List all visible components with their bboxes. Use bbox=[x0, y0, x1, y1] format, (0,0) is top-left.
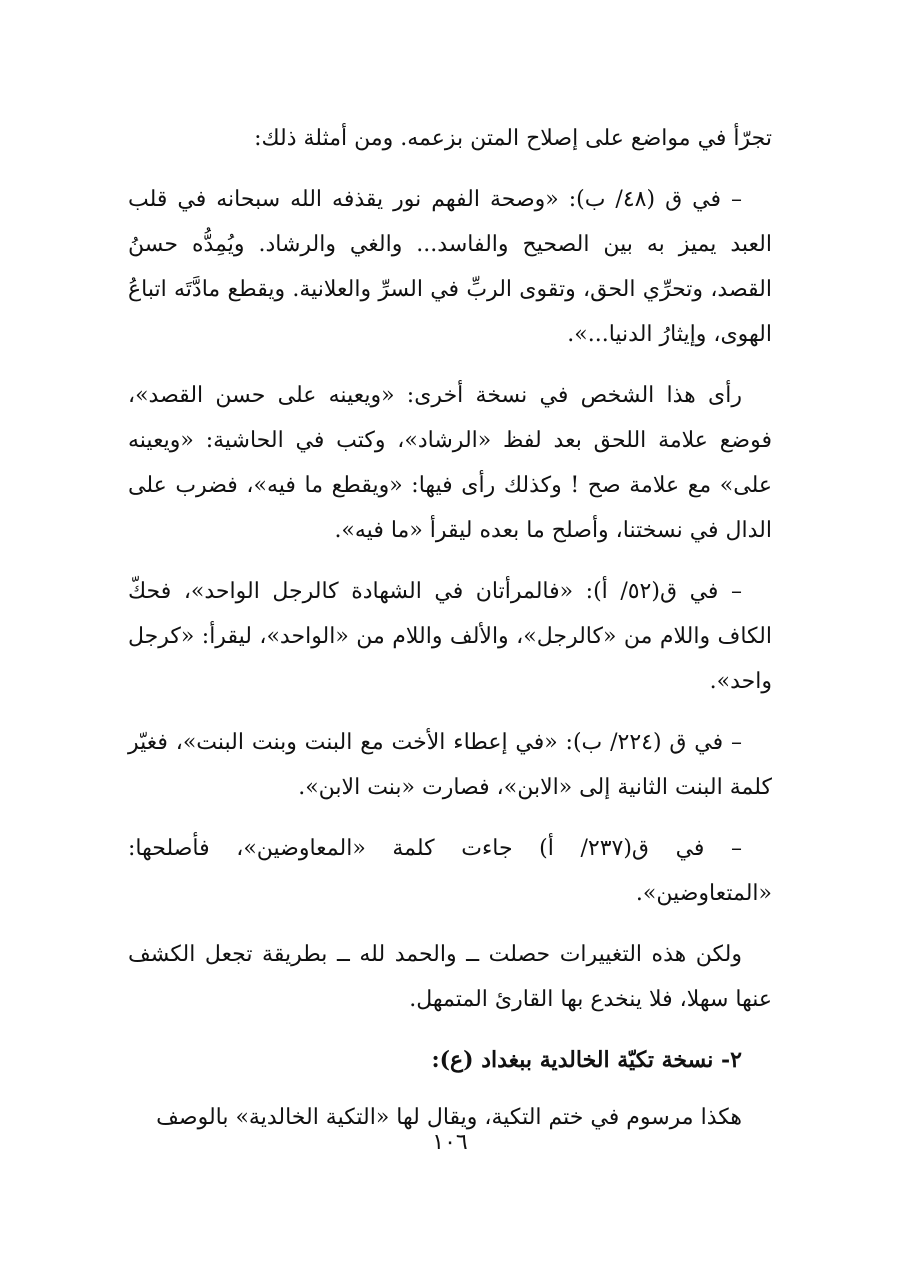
paragraph-example-224b: – في ق (٢٢٤/ ب): «في إعطاء الأخت مع البنت وبنت البنت»، فغيّر كلمة البنت الثانية إلى «الابن»، فصارت «بنت الابن». bbox=[128, 730, 772, 800]
page-number: ١٠٦ bbox=[432, 1130, 468, 1155]
paragraph-example-52a: – في ق(٥٢/ أ): «فالمرأتان في الشهادة كالرجل الواحد»، فحكّ الكاف واللام من «كالرجل»، والألف واللام من «الواحد»، ليقرأ: «كرجل واحد». bbox=[128, 579, 772, 694]
paragraph-commentary: رأى هذا الشخص في نسخة أخرى: «ويعينه على حسن القصد»، فوضع علامة اللحق بعد لفظ «الرشاد»، وكتب في الحاشية: «ويعينه على» مع علامة صح ! وكذلك رأى فيها: «ويقطع ما فيه»، فضرب على الدال في نسختنا، وأصلح ما بعده ليقرأ «ما فيه». bbox=[128, 383, 772, 543]
body-text bbox=[128, 116, 772, 1156]
paragraph-last: هكذا مرسوم في ختم التكية، ويقال لها «التكية الخالدية» بالوصف bbox=[156, 1105, 742, 1130]
paragraph-intro: تجرّأ في مواضع على إصلاح المتن بزعمه. ومن أمثلة ذلك: bbox=[254, 126, 772, 151]
section-heading: ٢- نسخة تكيّة الخالدية ببغداد (ع): bbox=[431, 1047, 742, 1073]
paragraph-example-237a: – في ق(٢٣٧/ أ) جاءت كلمة «المعاوضين»، فأصلحها: «المتعاوضين». bbox=[128, 836, 772, 906]
paragraph-example-48b: – في ق (٤٨/ ب): «وصحة الفهم نور يقذفه الله سبحانه في قلب العبد يميز به بين الصحيح والفاسد... والغي والرشاد. ويُمِدُّه حسنُ القصد، وتحرِّي الحق، وتقوى الربِّ في السرِّ والعلانية. ويقطع مادَّتَه اتباعُ الهوى، وإيثارُ الدنيا...». bbox=[128, 187, 772, 347]
paragraph-conclusion: ولكن هذه التغييرات حصلت ــ والحمد لله ــ بطريقة تجعل الكشف عنها سهلا، فلا ينخدع بها القارئ المتمهل. bbox=[128, 942, 772, 1012]
